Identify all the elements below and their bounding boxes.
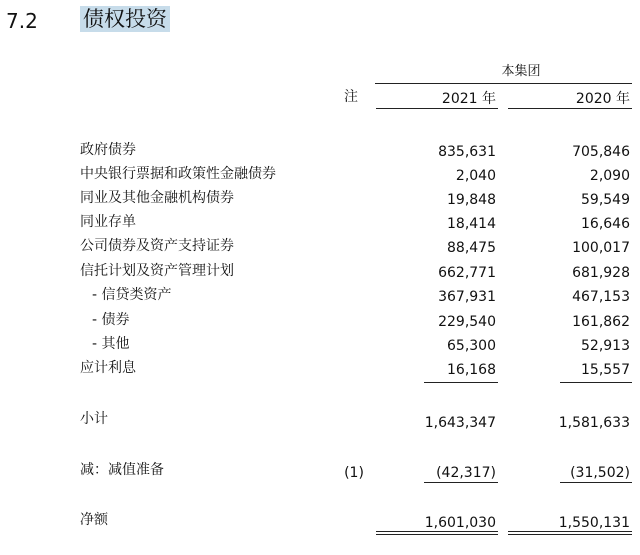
row-label-accrued-interest: 应计利息 — [80, 360, 136, 376]
allowance-value-2020: (31,502) — [570, 465, 630, 481]
row-label-bonds: - 债券 — [92, 312, 130, 328]
row-value-2021: 16,168 — [447, 362, 496, 378]
net-label: 净额 — [80, 512, 108, 528]
net-value-2021: 1,601,030 — [424, 515, 496, 531]
row-value-2020: 15,557 — [581, 362, 630, 378]
subtotal-value-2021: 1,643,347 — [424, 415, 496, 431]
allowance-label: 减：减值准备 — [80, 462, 164, 478]
column-header-rule-2021 — [376, 108, 498, 109]
row-label-interbank-bonds: 同业及其他金融机构债券 — [80, 190, 234, 206]
row-label-other: - 其他 — [92, 336, 130, 352]
row-value-2021: 662,771 — [438, 265, 496, 281]
row-label-interbank-cds: 同业存单 — [80, 214, 136, 230]
allowance-note-ref: (1) — [344, 465, 364, 481]
row-label-corporate-bonds-abs: 公司债券及资产支持证券 — [80, 238, 234, 254]
row-value-2020: 16,646 — [581, 216, 630, 232]
section-number: 7.2 — [6, 9, 38, 33]
subtotal-value-2020: 1,581,633 — [558, 415, 630, 431]
subtotal-label: 小计 — [80, 411, 108, 427]
group-header-rule — [375, 83, 632, 84]
row-label-central-bank-bills: 中央银行票据和政策性金融债券 — [80, 166, 276, 182]
subtotal-rule-2020 — [560, 382, 632, 383]
row-value-2021: 835,631 — [438, 144, 496, 160]
net-value-2020: 1,550,131 — [558, 515, 630, 531]
net-double-rule-2020 — [508, 531, 632, 535]
row-value-2020: 467,153 — [572, 289, 630, 305]
row-value-2021: 18,414 — [447, 216, 496, 232]
row-value-2021: 65,300 — [447, 338, 496, 354]
allowance-value-2021: (42,317) — [436, 465, 496, 481]
row-value-2020: 705,846 — [572, 144, 630, 160]
row-value-2021: 229,540 — [438, 314, 496, 330]
note-column-header: 注 — [344, 89, 358, 105]
column-header-2020: 2020 年 — [575, 91, 630, 107]
allowance-rule-2021 — [424, 482, 498, 483]
row-label-government-bonds: 政府债券 — [80, 142, 136, 158]
row-label-trust-asset-mgmt-plans: 信托计划及资产管理计划 — [80, 263, 234, 279]
row-value-2021: 88,475 — [447, 240, 496, 256]
row-label-credit-assets: - 信贷类资产 — [92, 287, 172, 303]
row-value-2020: 161,862 — [572, 314, 630, 330]
group-header: 本集团 — [501, 64, 541, 79]
subtotal-rule-2021 — [424, 382, 498, 383]
row-value-2021: 367,931 — [438, 289, 496, 305]
column-header-rule-2020 — [508, 108, 632, 109]
row-value-2020: 681,928 — [572, 265, 630, 281]
net-double-rule-2021 — [376, 531, 498, 535]
row-value-2021: 19,848 — [447, 192, 496, 208]
row-value-2020: 2,090 — [589, 168, 630, 184]
row-value-2020: 59,549 — [581, 192, 630, 208]
row-value-2020: 52,913 — [581, 338, 630, 354]
row-value-2020: 100,017 — [572, 240, 630, 256]
column-header-2021: 2021 年 — [441, 91, 496, 107]
section-title: 债权投资 — [80, 6, 170, 32]
row-value-2021: 2,040 — [455, 168, 496, 184]
allowance-rule-2020 — [560, 482, 632, 483]
